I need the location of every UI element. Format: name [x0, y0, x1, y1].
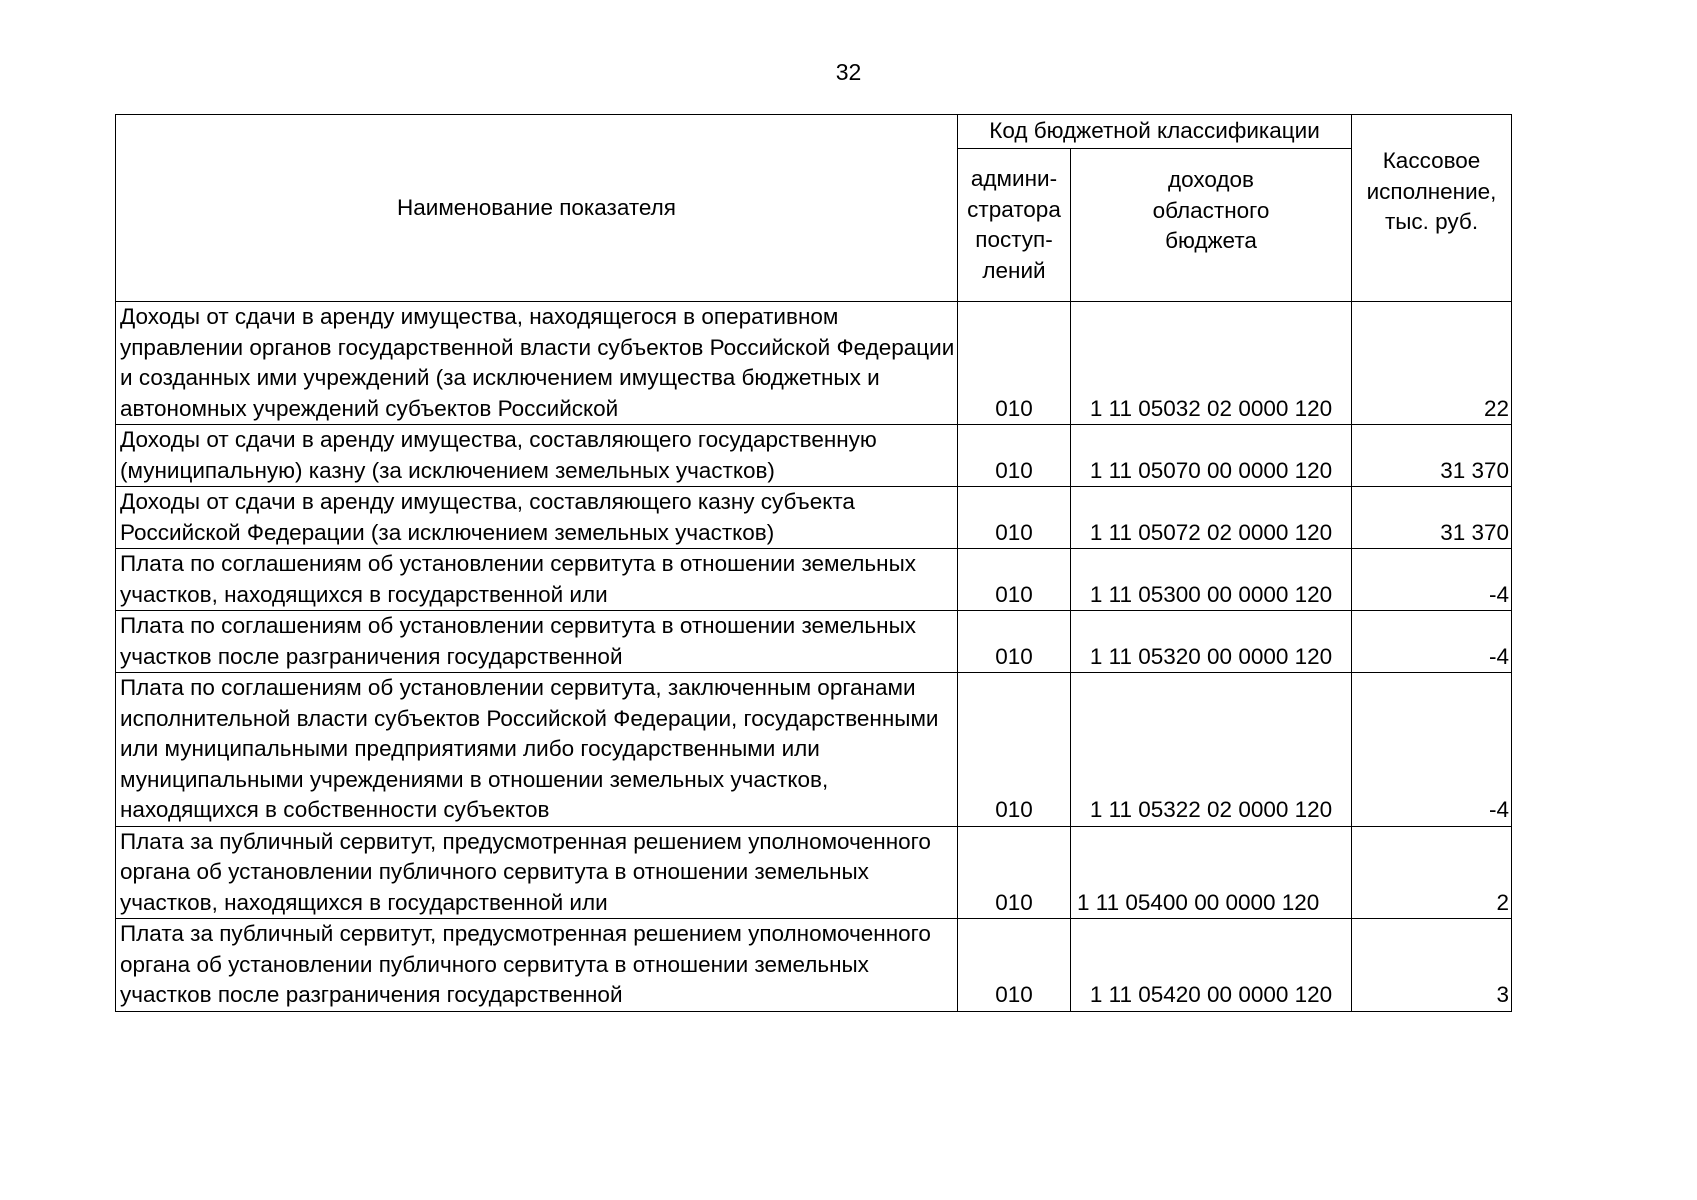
- table-row: [116, 919, 1512, 1012]
- row-amount: -4: [1352, 673, 1512, 827]
- row-amount: 31 370: [1352, 487, 1512, 549]
- header-income-code: [1071, 149, 1352, 302]
- row-name: Плата за публичный сервитут, предусмотренная решением уполномоченного органа об установлении публичного сервитута в отношении земельных участков, находящихся в государственной или: [116, 826, 958, 919]
- row-amount: 31 370: [1352, 425, 1512, 487]
- row-admin: 010: [958, 673, 1071, 827]
- table-row: [116, 611, 1512, 673]
- table-row: [116, 487, 1512, 549]
- table-row: [116, 826, 1512, 919]
- budget-table: [115, 114, 1512, 1012]
- row-code: 1 11 05070 00 0000 120: [1071, 425, 1352, 487]
- row-admin: 010: [958, 611, 1071, 673]
- table-row: [116, 425, 1512, 487]
- row-name: Плата по соглашениям об установлении сервитута в отношении земельных участков, находящихся в государственной или: [116, 549, 958, 611]
- row-code: 1 11 05072 02 0000 120: [1071, 487, 1352, 549]
- header-amount-label: Кассовое исполнение, тыс. руб.: [1366, 148, 1497, 235]
- header-admin: админи- стратора поступ- лений: [958, 149, 1071, 302]
- row-code: 1 11 05032 02 0000 120: [1071, 302, 1352, 425]
- row-amount: -4: [1352, 611, 1512, 673]
- row-admin: 010: [958, 425, 1071, 487]
- row-code: 1 11 05320 00 0000 120: [1071, 611, 1352, 673]
- header-income-code-label: доходов областного бюджета: [1152, 167, 1270, 254]
- table-row: [116, 673, 1512, 827]
- row-admin: 010: [958, 487, 1071, 549]
- page-number: 32: [835, 59, 862, 85]
- row-amount: 22: [1352, 302, 1512, 425]
- row-code: 1 11 05322 02 0000 120: [1071, 673, 1352, 827]
- row-name: Доходы от сдачи в аренду имущества, составляющего казну субъекта Российской Федерации (за исключением земельных участков): [116, 487, 958, 549]
- row-admin: 010: [958, 826, 1071, 919]
- row-admin: 010: [958, 549, 1071, 611]
- row-code: 1 11 05420 00 0000 120: [1071, 919, 1352, 1012]
- row-amount: -4: [1352, 549, 1512, 611]
- header-code-group: Код бюджетной классификации: [958, 115, 1352, 149]
- header-name: Наименование показателя: [116, 115, 958, 302]
- row-name: Плата по соглашениям об установлении сервитута, заключенным органами исполнительной власти субъектов Российской Федерации, государственными или муниципальными предприятиями либо государственными или муниципальными учреждениями в отношении земельных участков, находящихся в собственности субъектов: [116, 673, 958, 827]
- header-amount: [1352, 115, 1512, 302]
- row-name: Доходы от сдачи в аренду имущества, составляющего государственную (муниципальную) казну (за исключением земельных участков): [116, 425, 958, 487]
- row-code: 1 11 05300 00 0000 120: [1071, 549, 1352, 611]
- row-name: Доходы от сдачи в аренду имущества, находящегося в оперативном управлении органов государственной власти субъектов Российской Федерации и созданных ими учреждений (за исключением имущества бюджетных и автономных учреждений субъектов Российской: [116, 302, 958, 425]
- row-name: Плата за публичный сервитут, предусмотренная решением уполномоченного органа об установлении публичного сервитута в отношении земельных участков после разграничения государственной: [116, 919, 958, 1012]
- table-row: [116, 549, 1512, 611]
- row-amount: 3: [1352, 919, 1512, 1012]
- row-name: Плата по соглашениям об установлении сервитута в отношении земельных участков после разграничения государственной: [116, 611, 958, 673]
- table-row: [116, 302, 1512, 425]
- row-code: 1 11 05400 00 0000 120: [1071, 826, 1352, 919]
- row-amount: 2: [1352, 826, 1512, 919]
- row-admin: 010: [958, 302, 1071, 425]
- row-admin: 010: [958, 919, 1071, 1012]
